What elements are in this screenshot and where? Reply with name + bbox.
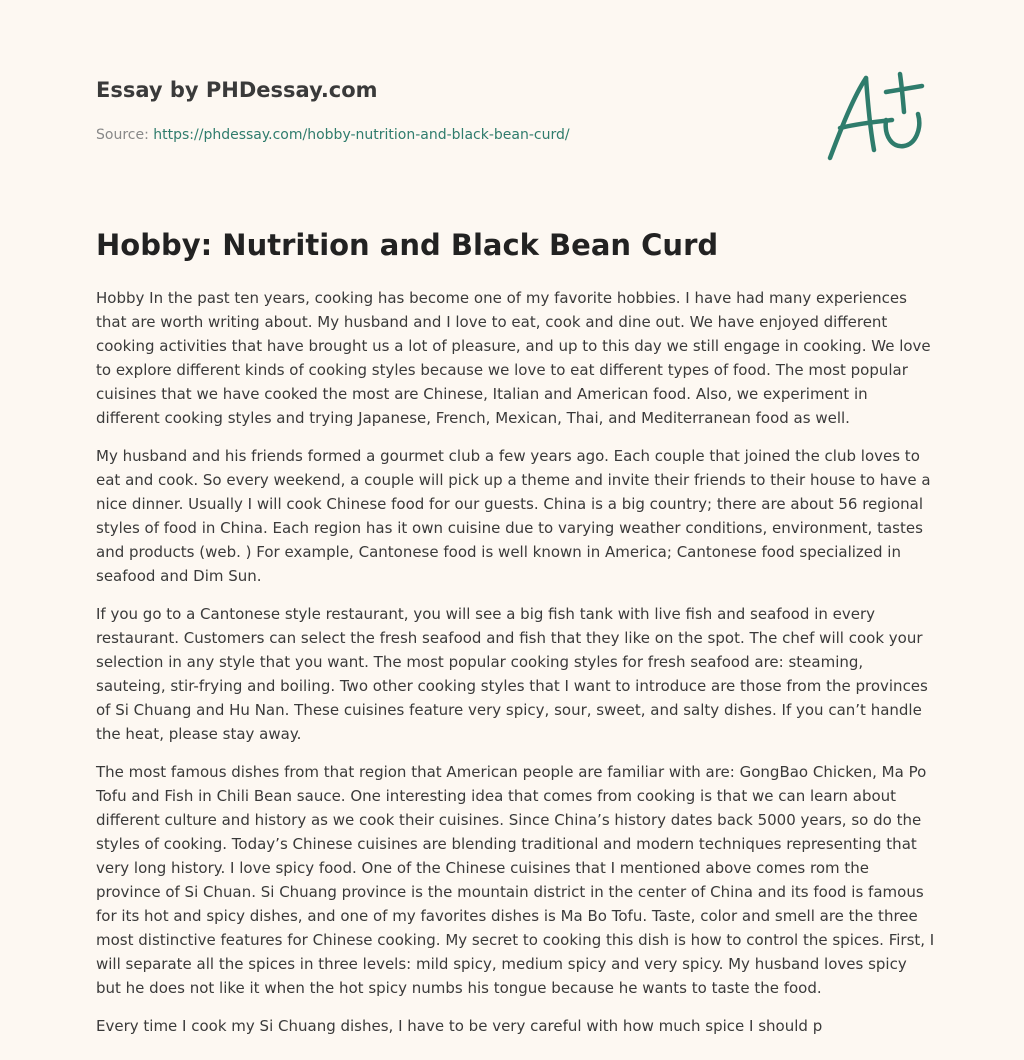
- essay-paragraph: My husband and his friends formed a gourmet club a few years ago. Each couple that joined the club loves to eat and cook. So every weekend, a couple will pick up a theme and invite their friends to their house to have a nice dinner. Usually I will cook Chinese food for our guests. China is a big country; there are about 56 regional styles of food in China. Each region has it own cuisine due to varying weather conditions, environment, tastes and products (web. ) For example, Cantonese food is well known in America; Cantonese food specialized in seafood and Dim Sun.: [96, 447, 931, 585]
- source-label: Source:: [96, 127, 149, 143]
- site-title: Essay by PHDessay.com: [96, 78, 378, 102]
- a-plus-logo-icon: [822, 66, 932, 166]
- essay-paragraph: The most famous dishes from that region that American people are familiar with are: GongBao Chicken, Ma Po Tofu and Fish in Chili Bean sauce. One interesting idea that comes from cooking is that we can learn about different culture and history as we cook their cuisines. Since China’s history dates back 5000 years, so do the styles of cooking. Today’s Chinese cuisines are blending traditional and modern techniques representing that very long history. I love spicy food. One of the Chinese cuisines that I mentioned above comes rom the province of Si Chuan. Si Chuang province is the mountain district in the center of China and its food is famous for its hot and spicy dishes, and one of my favorites dishes is Ma Bo Tofu. Taste, color and smell are the three most distinctive features for Chinese cooking. My secret to cooking this dish is how to control the spices. First, I will separate all the spices in three levels: mild spicy, medium spicy and very spicy. My husband loves spicy but he does not like it when the hot spicy numbs his tongue because he wants to taste the food.: [96, 763, 935, 997]
- source-link[interactable]: https://phdessay.com/hobby-nutrition-and-black-bean-curd/: [153, 127, 570, 143]
- essay-paragraph: Hobby In the past ten years, cooking has become one of my favorite hobbies. I have had many experiences that are worth writing about. My husband and I love to eat, cook and dine out. We have enjoyed different cooking activities that have brought us a lot of pleasure, and up to this day we still engage in cooking. We love to explore different kinds of cooking styles because we love to eat different types of food. The most popular cuisines that we have cooked the most are Chinese, Italian and American food. Also, we experiment in different cooking styles and trying Japanese, French, Mexican, Thai, and Mediterranean food as well.: [96, 289, 931, 427]
- source-line: [96, 125, 796, 145]
- page-header: [96, 76, 796, 145]
- essay-title: Hobby: Nutrition and Black Bean Curd: [96, 228, 719, 262]
- essay-paragraph: If you go to a Cantonese style restaurant, you will see a big fish tank with live fish and seafood in every restaurant. Customers can select the fresh seafood and fish that they like on the spot. The chef will cook your selection in any style that you want. The most popular cooking styles for fresh seafood are: steaming, sauteing, stir-frying and boiling. Two other cooking styles that I want to introduce are those from the provinces of Si Chuang and Hu Nan. These cuisines feature very spicy, sour, sweet, and salty dishes. If you can’t handle the heat, please stay away.: [96, 605, 928, 743]
- essay-paragraph: Every time I cook my Si Chuang dishes, I have to be very careful with how much spice I should p: [96, 1017, 823, 1035]
- essay-body: [96, 286, 936, 1052]
